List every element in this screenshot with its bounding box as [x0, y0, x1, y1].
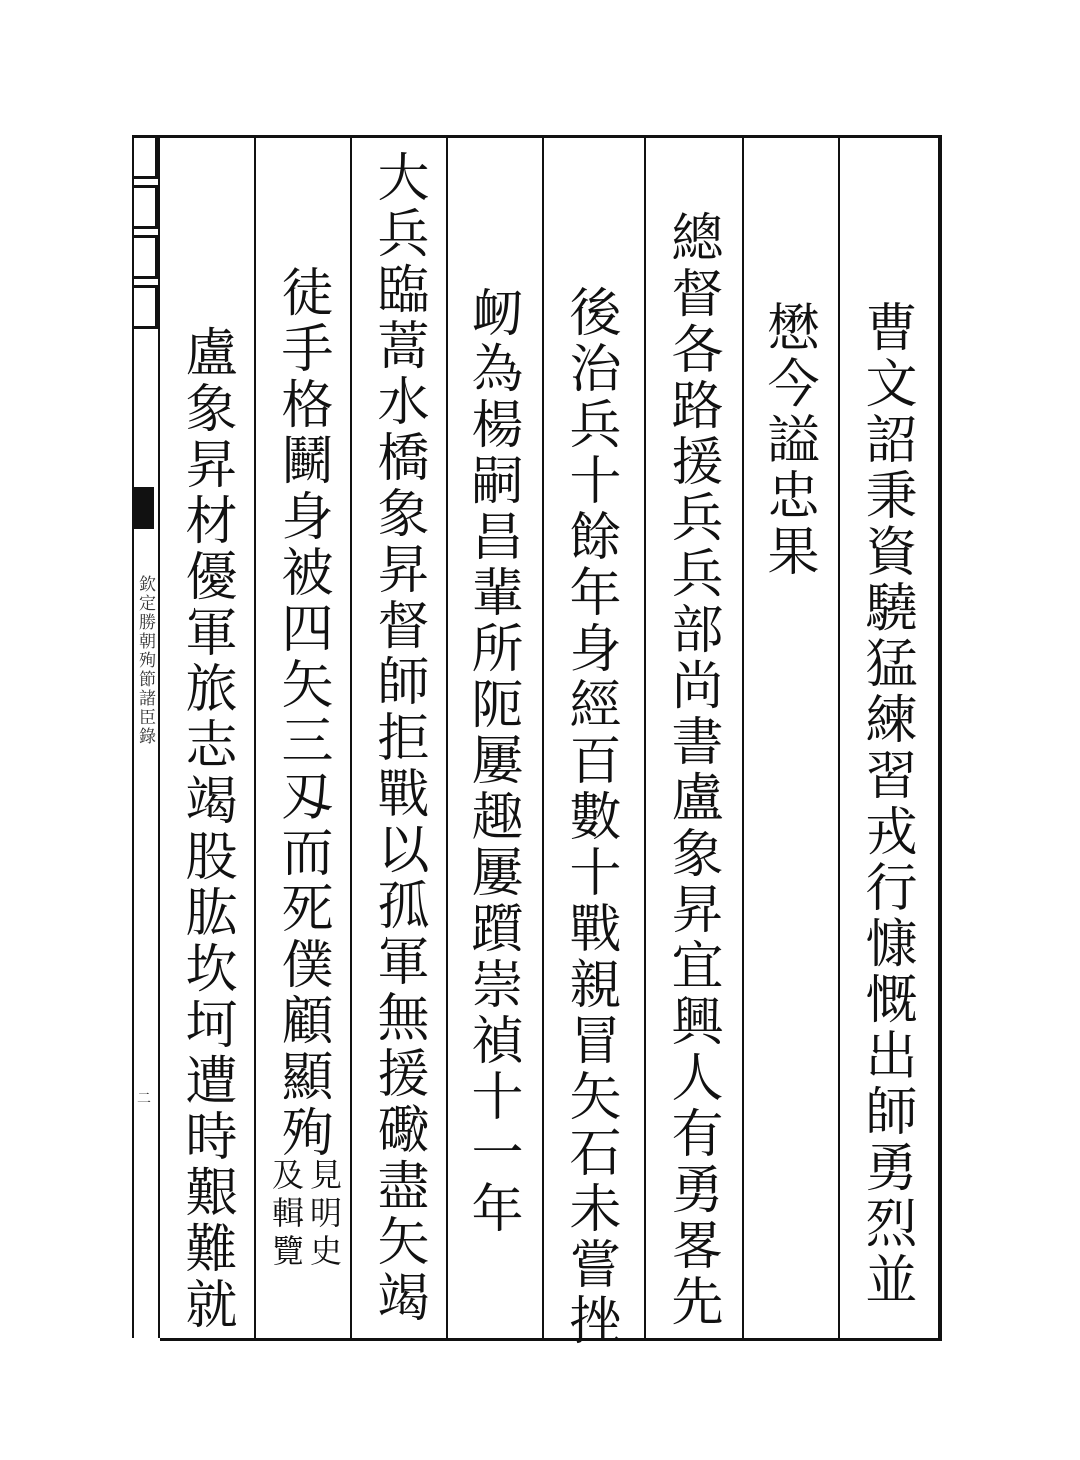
source-note-line2: 及輯覽 [267, 1158, 305, 1272]
text-column-5: 衂為楊嗣昌輩所阨屢趣屢躓崇禎十一年 [462, 285, 522, 1237]
margin-block [132, 285, 158, 329]
text-column-3: 總督各路援兵兵部尚書盧象昇宜興人有勇畧先 [662, 210, 722, 1330]
margin-decoration [132, 135, 158, 390]
column-rule [254, 135, 256, 1338]
text-column-4: 後治兵十餘年身經百數十戰親冒矢石未嘗挫 [560, 285, 620, 1349]
text-column-6: 大兵臨蒿水橋象昇督師拒戰以孤軍無援礮盡矢竭 [368, 150, 428, 1326]
text-column-7: 徒手格鬭身被四矢三刄而死僕顧顯殉 [272, 265, 332, 1161]
text-column-2: 懋今謚忠果 [758, 300, 818, 580]
column-rule [446, 135, 448, 1338]
source-note-line1: 見明史 [305, 1158, 343, 1272]
column-rule [742, 135, 744, 1338]
column-rule [350, 135, 352, 1338]
text-column-8: 盧象昇材優軍旅志竭股肱坎坷遭時艱難就 [176, 325, 236, 1333]
margin-block [132, 185, 158, 229]
column-rule [644, 135, 646, 1338]
margin-title: 欽定勝朝殉節諸臣錄 [135, 575, 155, 746]
text-column-1: 曹文詔秉資驍猛練習戎行慷慨出師勇烈並 [856, 300, 916, 1308]
column-rule [838, 135, 840, 1338]
column-rule [542, 135, 544, 1338]
fish-tail-mark [132, 487, 154, 529]
margin-block [132, 135, 158, 179]
margin-block [132, 235, 158, 279]
page-number: 二 [137, 1091, 151, 1107]
